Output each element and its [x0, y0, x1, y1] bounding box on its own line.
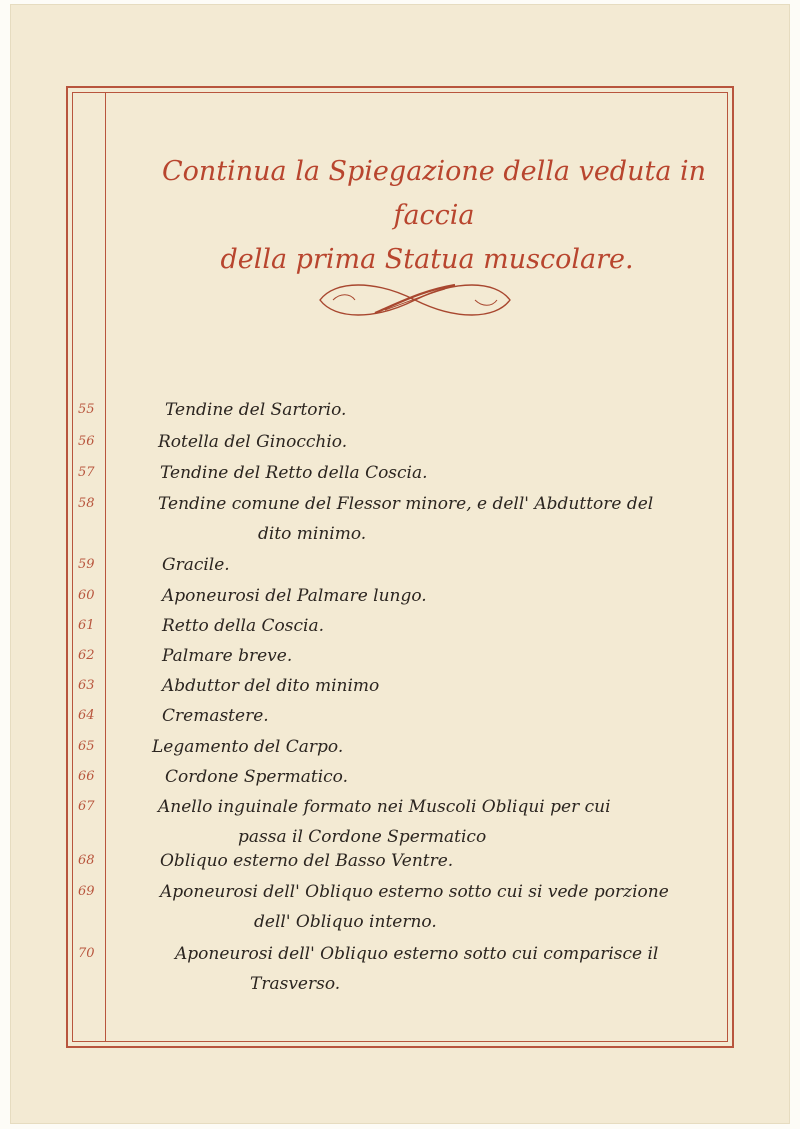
decorative-flourish-icon: [315, 275, 515, 325]
entry-number: 60: [78, 588, 95, 603]
entry-text: Aponeurosi dell' Obliquo esterno sotto cui si vede porzione: [160, 882, 669, 902]
entry-number: 62: [78, 648, 95, 663]
entry-text: Legamento del Carpo.: [152, 737, 344, 757]
title-line-1: Continua la Spiegazione della veduta in faccia: [161, 156, 707, 231]
entry-number: 68: [78, 853, 95, 868]
entry-text: Obliquo esterno del Basso Ventre.: [160, 851, 454, 871]
entry-text: Aponeurosi del Palmare lungo.: [162, 586, 427, 606]
entry-number: 67: [78, 799, 95, 814]
entry-text: Palmare breve.: [162, 646, 293, 666]
entry-text-continued: dell' Obliquo interno.: [254, 912, 437, 932]
entry-number: 70: [78, 946, 95, 961]
entry-number: 65: [78, 739, 95, 754]
entry-text: Cremastere.: [162, 706, 269, 726]
entry-text: Aponeurosi dell' Obliquo esterno sotto cui comparisce il: [175, 944, 659, 964]
entry-text: Tendine del Retto della Coscia.: [160, 463, 428, 483]
entry-number: 57: [78, 465, 95, 480]
entry-text-continued: dito minimo.: [258, 524, 367, 544]
entry-text: Tendine comune del Flessor minore, e dell' Abduttore del: [158, 494, 654, 514]
entry-text: Anello inguinale formato nei Muscoli Obliqui per cui: [158, 797, 611, 817]
entry-number: 63: [78, 678, 95, 693]
entry-number: 56: [78, 434, 95, 449]
entry-text: Rotella del Ginocchio.: [158, 432, 348, 452]
entry-text: Abduttor del dito minimo: [162, 676, 380, 696]
entry-text-continued: Trasverso.: [250, 974, 341, 994]
entry-number: 69: [78, 884, 95, 899]
entry-text: Cordone Spermatico.: [165, 767, 348, 787]
entry-text-continued: passa il Cordone Spermatico: [238, 827, 487, 847]
page-title: [110, 150, 730, 282]
entry-number: 64: [78, 708, 95, 723]
entry-text: Tendine del Sartorio.: [165, 400, 347, 420]
entry-number: 59: [78, 557, 95, 572]
entry-text: Gracile.: [162, 555, 230, 575]
title-line-2: della prima Statua muscolare.: [220, 244, 634, 275]
entry-number: 61: [78, 618, 95, 633]
entry-number: 55: [78, 402, 95, 417]
entry-number: 66: [78, 769, 95, 784]
entry-number: 58: [78, 496, 95, 511]
entry-text: Retto della Coscia.: [162, 616, 324, 636]
